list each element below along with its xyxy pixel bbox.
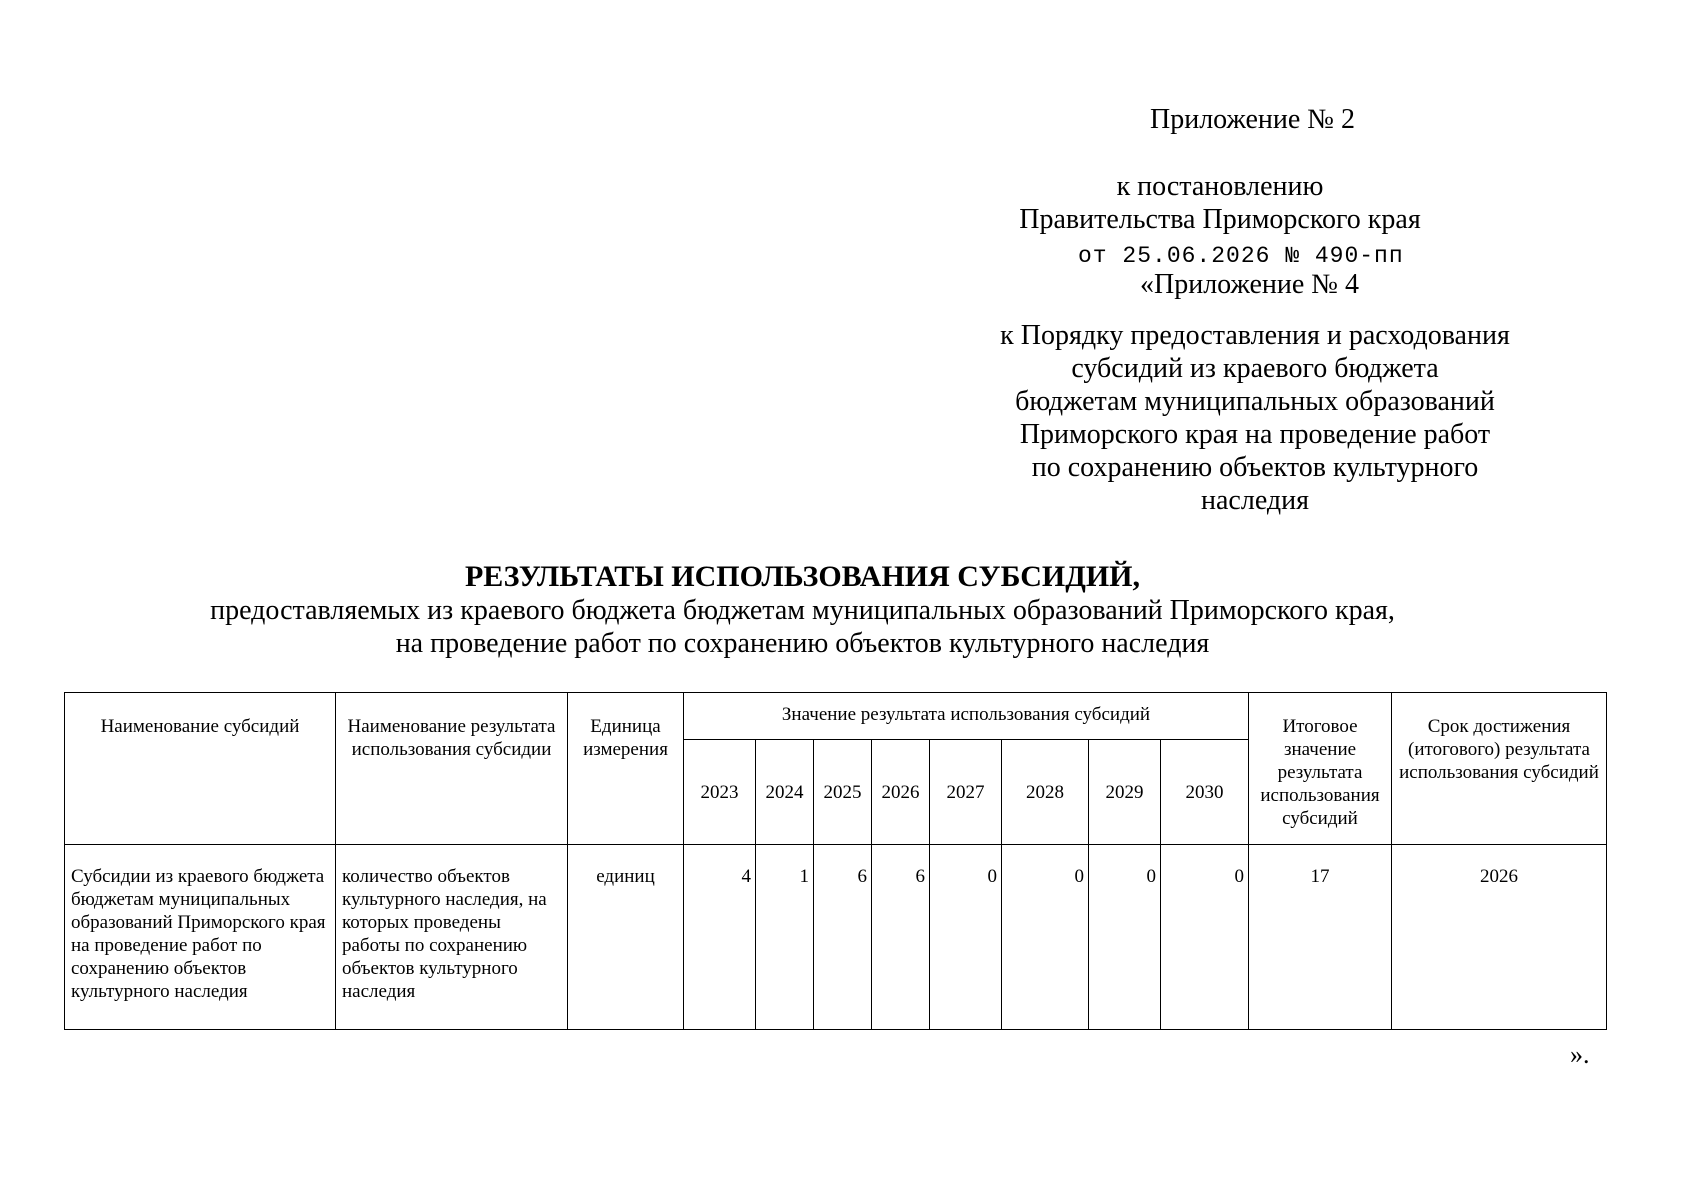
decree-line: к постановлению (1116, 171, 1324, 202)
header-year: 2027 (930, 740, 1002, 845)
cell-total: 17 (1249, 845, 1392, 1030)
decree-date-number: от 25.06.2026 № 490-пп (1078, 243, 1404, 269)
cell-value: 0 (1089, 845, 1161, 1030)
header-deadline: Срок достижения (итогового) результата использования субсидий (1392, 693, 1607, 845)
cell-deadline: 2026 (1392, 845, 1607, 1030)
closing-quote-mark: ». (1570, 1040, 1590, 1069)
cell-value: 0 (1002, 845, 1089, 1030)
cell-value: 0 (930, 845, 1002, 1030)
cell-value: 1 (756, 845, 814, 1030)
cell-value: 4 (684, 845, 756, 1030)
document-subtitle-line: предоставляемых из краевого бюджета бюджетам муниципальных образований Приморского края, (210, 595, 1395, 626)
results-table (64, 692, 1607, 1030)
document-title: РЕЗУЛЬТАТЫ ИСПОЛЬЗОВАНИЯ СУБСИДИЙ, (464, 560, 1141, 593)
cell-result-name: количество объектов культурного наследия, на которых проведены работы по сохранению объектов культурного наследия (336, 845, 568, 1030)
cell-subsidy-name: Субсидии из краевого бюджета бюджетам муниципальных образований Приморского края на проведение работ по сохранению объектов культурного наследия (65, 845, 336, 1030)
order-line: к Порядку предоставления и расходования (1000, 320, 1510, 351)
document-heading (0, 560, 1695, 660)
cell-unit: единиц (568, 845, 684, 1030)
appendix4-title: «Приложение № 4 (1140, 269, 1359, 300)
header-result-name: Наименование результата использования субсидии (336, 693, 568, 845)
header-values-group: Значение результата использования субсидий (684, 693, 1249, 740)
decree-reference (1000, 170, 1440, 236)
header-year: 2026 (872, 740, 930, 845)
order-line: бюджетам муниципальных образований (1015, 386, 1495, 417)
document-subtitle-line: на проведение работ по сохранению объектов культурного наследия (395, 628, 1210, 659)
header-year: 2025 (814, 740, 872, 845)
header-unit: Единица измерения (568, 693, 684, 845)
order-line: субсидий из краевого бюджета (1071, 353, 1439, 384)
header-year: 2024 (756, 740, 814, 845)
header-year: 2028 (1002, 740, 1089, 845)
order-reference (975, 319, 1535, 517)
header-year: 2023 (684, 740, 756, 845)
order-line: Приморского края на проведение работ (1019, 419, 1491, 450)
appendix-title: Приложение № 2 (1150, 104, 1355, 135)
order-line: наследия (1201, 485, 1309, 516)
table-row (65, 845, 1607, 1030)
order-line: по сохранению объектов культурного (1031, 452, 1479, 483)
header-total: Итоговое значение результата использования субсидий (1249, 693, 1392, 845)
cell-value: 6 (872, 845, 930, 1030)
cell-value: 0 (1161, 845, 1249, 1030)
header-subsidy-name: Наименование субсидий (65, 693, 336, 845)
cell-value: 6 (814, 845, 872, 1030)
header-year: 2030 (1161, 740, 1249, 845)
decree-line: Правительства Приморского края (1019, 204, 1421, 235)
header-year: 2029 (1089, 740, 1161, 845)
